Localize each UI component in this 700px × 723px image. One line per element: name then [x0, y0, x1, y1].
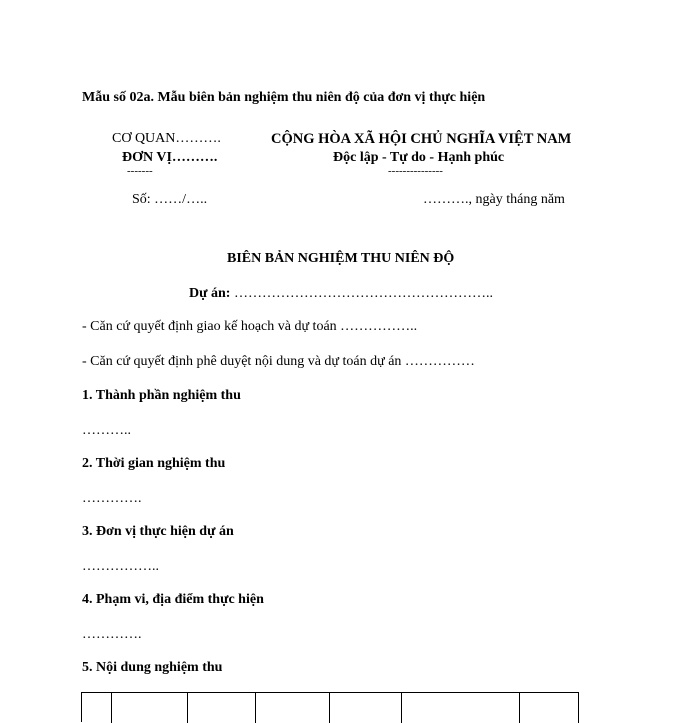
form-number: Mẫu số 02a. — [82, 90, 154, 105]
section-heading: 4. Phạm vi, địa điểm thực hiện — [82, 592, 264, 607]
table-column — [112, 693, 188, 723]
nation-divider: --------------- — [388, 165, 443, 177]
project-label: Dự án: — [189, 286, 231, 301]
section-heading: 1. Thành phần nghiệm thu — [82, 388, 241, 403]
table-column — [402, 693, 520, 723]
table-column — [256, 693, 330, 723]
table-column — [330, 693, 402, 723]
project-line — [189, 287, 493, 301]
nation-title: CỘNG HÒA XÃ HỘI CHỦ NGHĨA VIỆT NAM — [271, 131, 572, 147]
basis-item: - Căn cứ quyết định giao kế hoạch và dự toán …………….. — [82, 319, 418, 334]
document-date: ………., ngày tháng năm — [423, 192, 565, 207]
form-description: Mẫu biên bản nghiệm thu niên độ của đơn vị thực hiện — [153, 90, 486, 105]
table-column — [520, 693, 579, 723]
project-value: ……………………………………………….. — [230, 286, 493, 301]
agency-name: CƠ QUAN………. — [112, 131, 221, 146]
basis-item: - Căn cứ quyết định phê duyệt nội dung và dự toán dự án …………… — [82, 354, 475, 369]
section-placeholder: …………….. — [82, 559, 159, 574]
document-title: BIÊN BẢN NGHIỆM THU NIÊN ĐỘ — [227, 251, 455, 266]
table-column — [188, 693, 256, 723]
section-placeholder: …………. — [82, 491, 142, 506]
document-number: Số: ……/….. — [132, 192, 208, 207]
section-heading: 5. Nội dung nghiệm thu — [82, 660, 223, 675]
nation-motto: Độc lập - Tự do - Hạnh phúc — [333, 150, 505, 165]
section-heading: 3. Đơn vị thực hiện dự án — [82, 524, 234, 539]
acceptance-table — [81, 692, 579, 722]
agency-divider: ------- — [127, 165, 153, 177]
form-title — [82, 91, 485, 105]
table-column — [82, 693, 112, 723]
section-placeholder: …………. — [82, 627, 142, 642]
section-placeholder: ……….. — [82, 423, 131, 438]
unit-name: ĐƠN VỊ………. — [122, 150, 218, 165]
section-heading: 2. Thời gian nghiệm thu — [82, 456, 226, 471]
